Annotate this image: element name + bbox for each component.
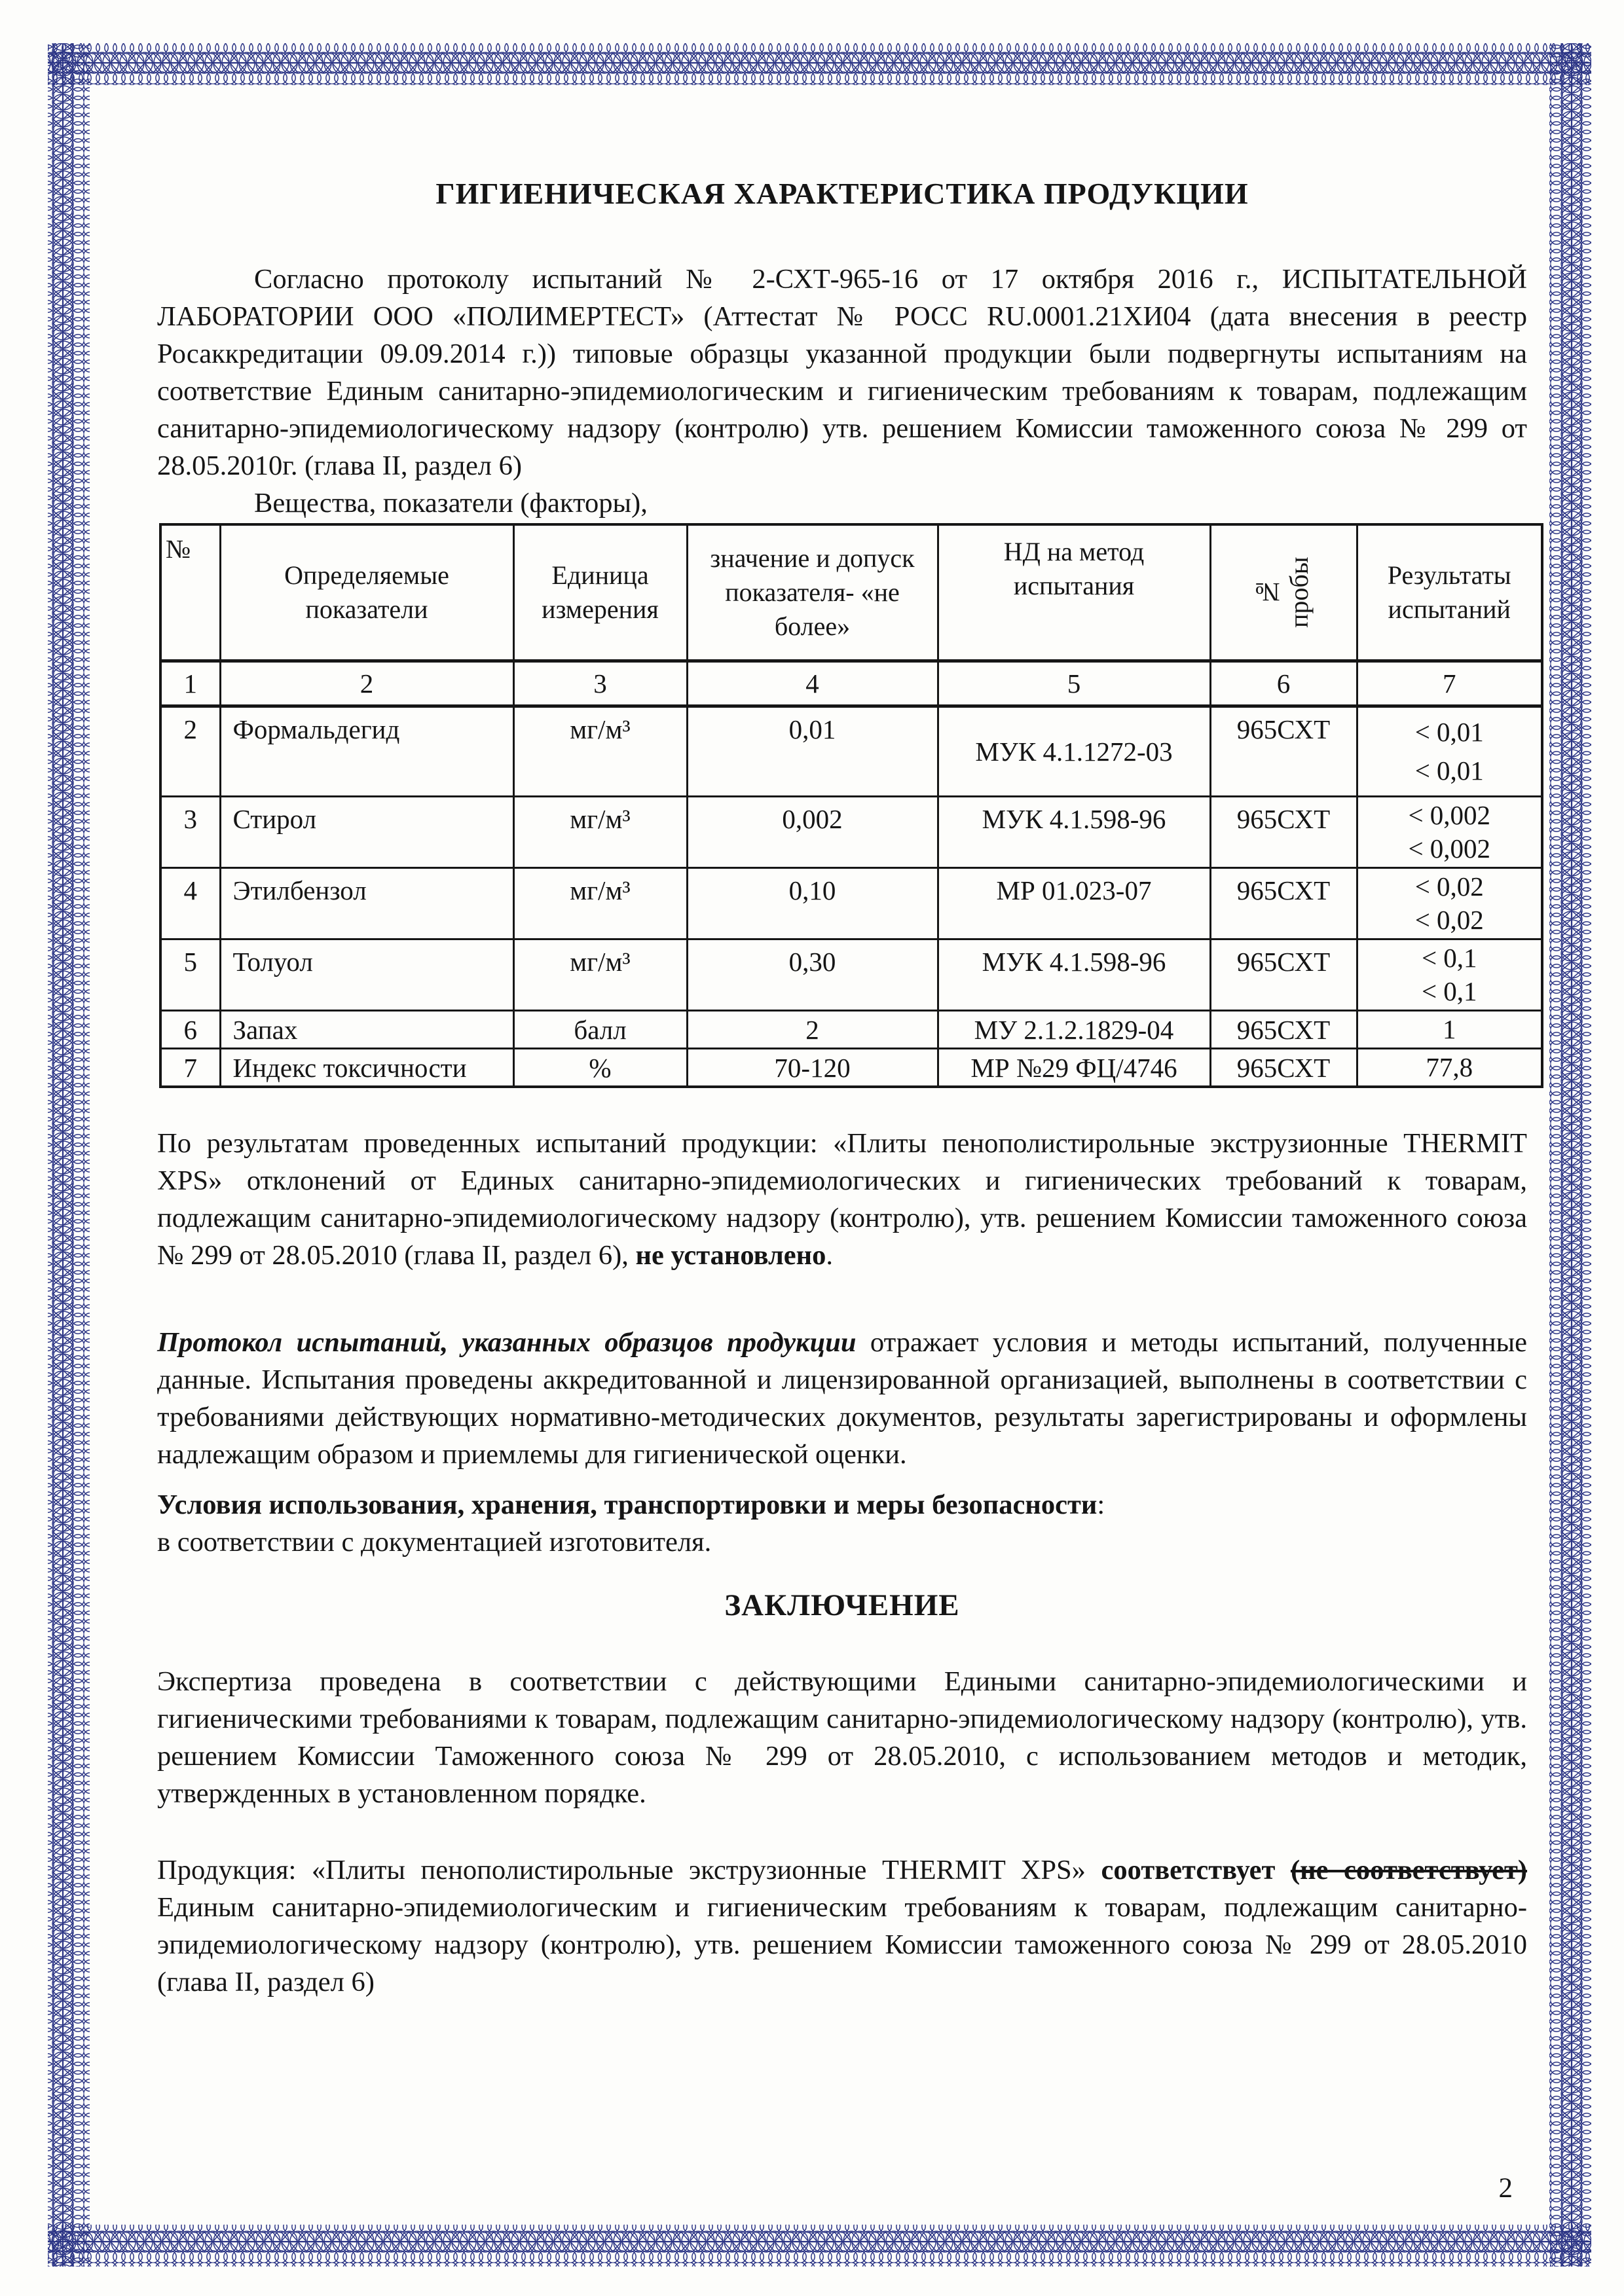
cell-number: 2 [160, 706, 220, 797]
document-content [157, 0, 1527, 2001]
result-line: < 0,01 [1414, 755, 1484, 786]
production-paragraph [157, 1851, 1527, 2001]
cell-method: МУ 2.1.2.1829-04 [938, 1011, 1210, 1049]
col-header-unit: Единица измерения [513, 524, 687, 661]
col-header-sample [1210, 524, 1357, 661]
column-number: 3 [513, 661, 687, 706]
substances-table [159, 523, 1543, 1088]
cell-number: 4 [160, 868, 220, 939]
cell-limit: 0,30 [687, 939, 938, 1011]
cell-unit: мг/м³ [513, 939, 687, 1011]
cell-method: МУК 4.1.598-96 [938, 939, 1210, 1011]
cell-limit: 2 [687, 1011, 938, 1049]
col-header-indicator: Определяемые показатели [220, 524, 513, 661]
conclusion-heading: ЗАКЛЮЧЕНИЕ [724, 1588, 960, 1623]
col-header-results: Результаты испытаний [1357, 524, 1542, 661]
result-line: 77,8 [1426, 1052, 1473, 1083]
results-paragraph [157, 1125, 1527, 1274]
cell-limit: 70-120 [687, 1049, 938, 1087]
result-line: < 0,1 [1421, 975, 1477, 1006]
col-header-number: № [160, 524, 220, 661]
page-number: 2 [1498, 2173, 1513, 2204]
column-number: 6 [1210, 661, 1357, 706]
cell-results [1357, 706, 1542, 797]
col-header-limit: значение и допуск показателя- «не более» [687, 524, 938, 661]
sample-header-vertical-label: № пробы [1253, 556, 1314, 629]
cell-indicator: Толуол [220, 939, 513, 1011]
cell-method: МР №29 ФЦ/4746 [938, 1049, 1210, 1087]
cell-indicator: Запах [220, 1011, 513, 1049]
col-header-method: НД на метод испытания [938, 524, 1210, 661]
intro-paragraph: Согласно протоколу испытаний № 2-СХТ-965-16 от 17 октября 2016 г., ИСПЫТАТЕЛЬНОЙ ЛАБОРАТОРИИ ООО «ПОЛИМЕРТЕСТ» (Аттестат № РОСС RU.0001.21ХИ04 (дата внесения в реестр Росаккредитации 09.09.2014 г.)) типовые образцы указанной продукции были подвергнуты испытаниям на соответствие Единым санитарно-эпидемиологическим и гигиеническим требованиям к товарам, подлежащим санитарно-эпидемиологическому надзору (контролю) утв. решением Комиссии таможенного союза № 299 от 28.05.2010г. (глава II, раздел 6) [157, 264, 1527, 481]
cell-unit: мг/м³ [513, 706, 687, 797]
results-verdict: не установлено [635, 1240, 826, 1271]
table-row [160, 1011, 1542, 1049]
column-numbers-row [160, 661, 1542, 706]
production-struck-option: (не соответствует) [1290, 1855, 1528, 1886]
production-text-rest: Единым санитарно-эпидемиологическим и гигиеническим требованиям к товарам, подлежащим санитарно-эпидемиологическому надзору (контролю), утв. решением Комиссии таможенного союза № 299 от 28.05.2010 (глава II, раздел 6) [157, 1892, 1527, 1998]
page-title: ГИГИЕНИЧЕСКАЯ ХАРАКТЕРИСТИКА ПРОДУКЦИИ [435, 177, 1249, 210]
cell-limit: 0,002 [687, 797, 938, 868]
column-number: 4 [687, 661, 938, 706]
cell-limit: 0,10 [687, 868, 938, 939]
table-row [160, 706, 1542, 797]
cell-sample: 965СХТ [1210, 1049, 1357, 1087]
cell-method: МУК 4.1.1272-03 [938, 706, 1210, 797]
cell-sample: 965СХТ [1210, 1011, 1357, 1049]
column-number: 1 [160, 661, 220, 706]
cell-results [1357, 1049, 1542, 1087]
cell-number: 7 [160, 1049, 220, 1087]
cell-number: 5 [160, 939, 220, 1011]
results-text: По результатам проведенных испытаний продукции: «Плиты пенополистирольные экструзионные THERMIT XPS» отклонений от Единых санитарно-эпидемиологических и гигиенических требований к товарам, подлежащим санитарно-эпидемиологическому надзору (контролю), утв. решением Комиссии таможенного союза № 299 от 28.05.2010 (глава II, раздел 6), [157, 1128, 1527, 1271]
table-row [160, 1049, 1542, 1087]
cell-sample: 965СХТ [1210, 868, 1357, 939]
cell-results [1357, 868, 1542, 939]
cell-indicator: Этилбензол [220, 868, 513, 939]
result-line: < 0,002 [1408, 833, 1491, 864]
conditions-colon: : [1097, 1489, 1105, 1521]
cell-sample: 965СХТ [1210, 797, 1357, 868]
protocol-text: отражает условия и методы испытаний, полученные данные. Испытания проведены аккредитованной и лицензированной организацией, выполнены в соответствии с требованиями действующих нормативно-методических документов, результаты зарегистрированы и оформлены надлежащим образом и приемлемы для гигиенической оценки. [157, 1327, 1527, 1470]
result-line: < 0,02 [1414, 904, 1484, 935]
table-row [160, 797, 1542, 868]
production-verdict: соответствует [1101, 1855, 1291, 1886]
result-line: < 0,02 [1414, 871, 1484, 902]
production-text: Продукция: «Плиты пенополистирольные экструзионные THERMIT XPS» [157, 1855, 1101, 1886]
conditions-value: в соответствии с документацией изготовителя. [157, 1527, 712, 1558]
cell-results [1357, 797, 1542, 868]
cell-indicator: Стирол [220, 797, 513, 868]
table-header-row [160, 524, 1542, 661]
results-period: . [826, 1240, 834, 1271]
conditions-block [157, 1486, 1527, 1561]
cell-number: 6 [160, 1011, 220, 1049]
protocol-lead: Протокол испытаний, указанных образцов продукции [157, 1327, 857, 1358]
cell-unit: мг/м³ [513, 868, 687, 939]
result-line: < 0,002 [1408, 800, 1491, 831]
expertise-paragraph: Экспертиза проведена в соответствии с действующими Едиными санитарно-эпидемиологическими и гигиеническими требованиями к товарам, подлежащим санитарно-эпидемиологическому надзору (контролю), утв. решением Комиссии Таможенного союза № 299 от 28.05.2010, с использованием методов и методик, утвержденных в установленном порядке. [157, 1666, 1527, 1810]
cell-unit: мг/м³ [513, 797, 687, 868]
conditions-heading: Условия использования, хранения, транспортировки и меры безопасности [157, 1489, 1098, 1521]
cell-indicator: Формальдегид [220, 706, 513, 797]
column-number: 7 [1357, 661, 1542, 706]
cell-results [1357, 1011, 1542, 1049]
result-line: < 0,1 [1421, 943, 1477, 974]
cell-indicator: Индекс токсичности [220, 1049, 513, 1087]
cell-unit: балл [513, 1011, 687, 1049]
result-line: < 0,01 [1414, 717, 1484, 748]
table-row [160, 868, 1542, 939]
column-number: 5 [938, 661, 1210, 706]
cell-results [1357, 939, 1542, 1011]
table-row [160, 939, 1542, 1011]
substances-caption: Вещества, показатели (факторы), [254, 488, 648, 519]
cell-sample: 965СХТ [1210, 706, 1357, 797]
cell-number: 3 [160, 797, 220, 868]
protocol-paragraph [157, 1324, 1527, 1473]
cell-limit: 0,01 [687, 706, 938, 797]
cell-method: МР 01.023-07 [938, 868, 1210, 939]
cell-unit: % [513, 1049, 687, 1087]
result-line: 1 [1443, 1014, 1456, 1044]
column-number: 2 [220, 661, 513, 706]
cell-method: МУК 4.1.598-96 [938, 797, 1210, 868]
cell-sample: 965СХТ [1210, 939, 1357, 1011]
